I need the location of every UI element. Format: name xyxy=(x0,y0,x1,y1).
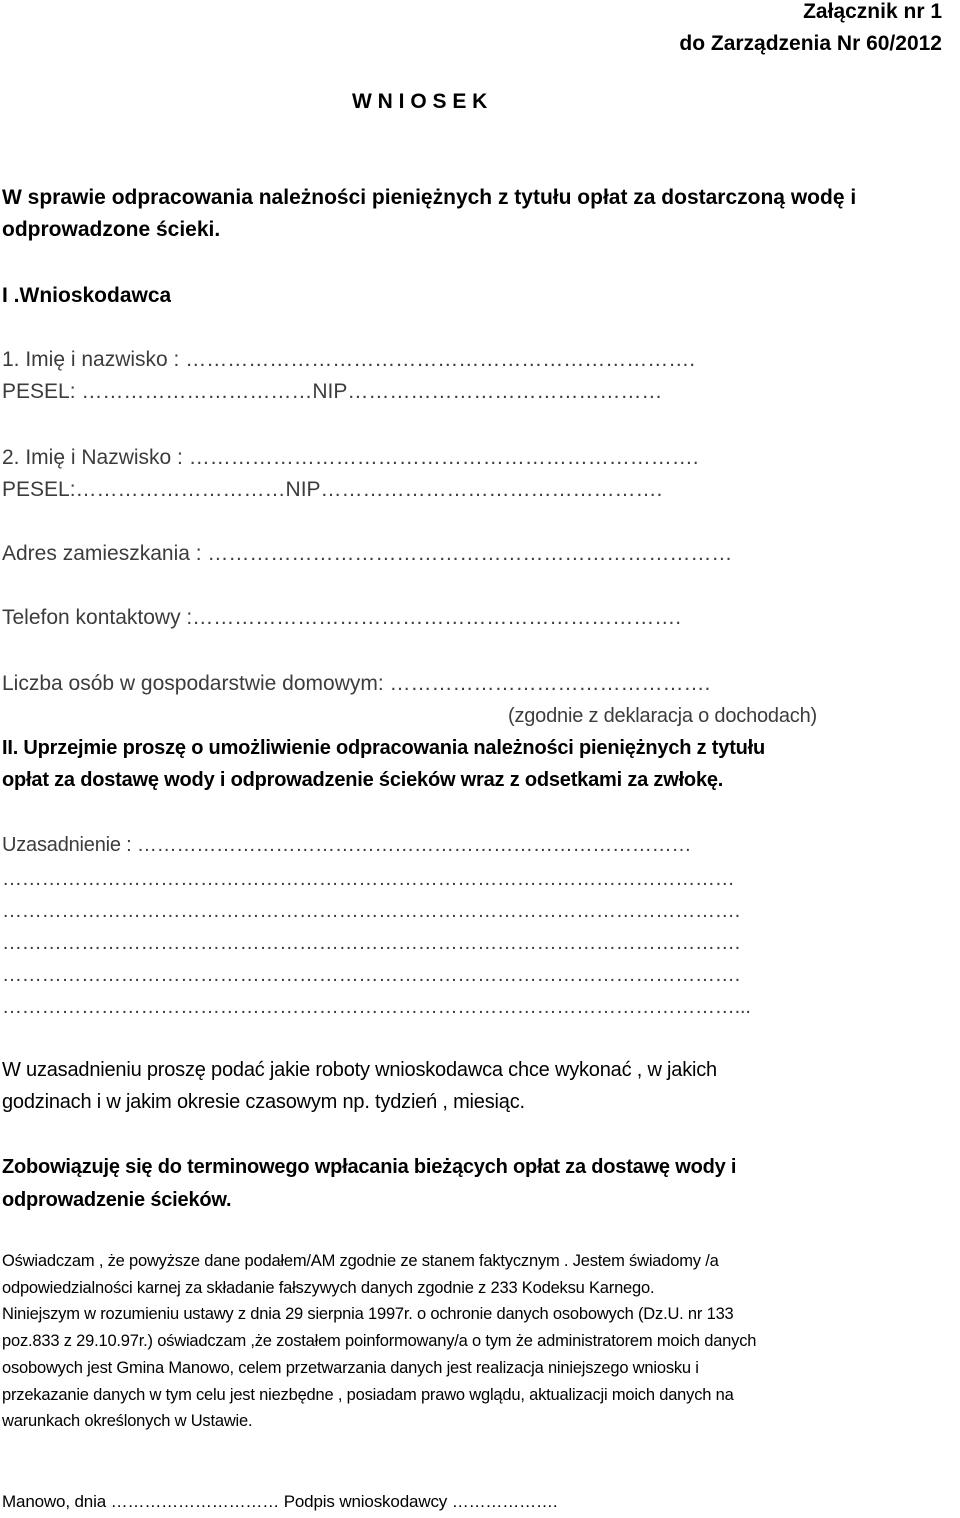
address-field: Adres zamieszkania : ………………………………………………………………… xyxy=(2,542,733,565)
commitment-line-2: odprowadzenie ścieków. xyxy=(2,1189,232,1211)
request-line-1: II. Uprzejmie proszę o umożliwienie odpracowania należności pieniężnych z tytułu xyxy=(2,737,766,759)
subject-line-1: W sprawie odpracowania należności pieniężnych z tytułu opłat za dostarczoną wodę i xyxy=(2,186,857,209)
declaration-line: warunkach określonych w Ustawie. xyxy=(2,1412,253,1430)
document-title: W N I O S E K xyxy=(352,90,488,113)
request-line-2: opłat za dostawę wody i odprowadzenie ścieków wraz z odsetkami za zwłokę. xyxy=(2,769,724,791)
justification-hint-line-1: W uzasadnieniu proszę podać jakie roboty wnioskodawca chce wykonać , w jakich xyxy=(2,1059,717,1081)
regulation-reference: do Zarządzenia Nr 60/2012 xyxy=(679,32,942,55)
declaration-line: Niniejszym w rozumieniu ustawy z dnia 29 sierpnia 1997r. o ochronie danych osobowych (Dz.U. nr 133 xyxy=(2,1305,734,1323)
declaration-line: odpowiedzialności karnej za składanie fałszywych danych zgodnie z 233 Kodeksu Karnego. xyxy=(2,1279,655,1297)
justification-line: …………………………………………………………………………………………………. xyxy=(2,932,740,954)
applicant-1-id-field: PESEL: ……………………………NIP……………………………………… xyxy=(2,380,663,403)
section-1-heading: I .Wnioskodawca xyxy=(2,284,172,307)
justification-line: …………………………………………………………………………………………………... xyxy=(2,996,751,1018)
justification-hint-line-2: godzinach i w jakim okresie czasowym np. tydzień , miesiąc. xyxy=(2,1091,525,1113)
commitment-line-1: Zobowiązuję się do terminowego wpłacania bieżących opłat za dostawę wody i xyxy=(2,1156,737,1178)
attachment-label: Załącznik nr 1 xyxy=(803,0,942,23)
declaration-line: Oświadczam , że powyższe dane podałem/AM zgodnie ze stanem faktycznym . Jestem świadomy /a xyxy=(2,1252,719,1270)
justification-line: …………………………………………………………………………………………………. xyxy=(2,900,740,922)
applicant-2-id-field: PESEL:…………………………NIP…………………………………………. xyxy=(2,478,663,501)
household-size-note: (zgodnie z deklaracja o dochodach) xyxy=(508,705,817,727)
subject-line-2: odprowadzone ścieki. xyxy=(2,218,221,241)
phone-field: Telefon kontaktowy :……………………………………………………………. xyxy=(2,606,682,629)
declaration-line: osobowych jest Gmina Manowo, celem przetwarzania danych jest realizacja niniejszego wniosku i xyxy=(2,1359,699,1377)
applicant-2-name-field: 2. Imię i Nazwisko : ………………………………………………………………. xyxy=(2,446,699,469)
household-size-field: Liczba osób w gospodarstwie domowym: ………………………………………. xyxy=(2,672,711,695)
justification-line: …………………………………………………………………………………………………. xyxy=(2,964,740,986)
applicant-1-name-field: 1. Imię i nazwisko : ………………………………………………………………. xyxy=(2,348,696,371)
justification-field: Uzasadnienie : ………………………………………………………………………… xyxy=(2,834,692,856)
justification-line: ………………………………………………………………………………………………… xyxy=(2,868,735,890)
declaration-line: przekazanie danych w tym celu jest niezbędne , posiadam prawo wglądu, aktualizacji moich danych na xyxy=(2,1386,734,1404)
place-date-signature-line: Manowo, dnia ………………………… Podpis wnioskodawcy ………………. xyxy=(2,1492,558,1511)
declaration-line: poz.833 z 29.10.97r.) oświadczam ,że zostałem poinformowany/a o tym że administratorem moich danych xyxy=(2,1332,757,1350)
